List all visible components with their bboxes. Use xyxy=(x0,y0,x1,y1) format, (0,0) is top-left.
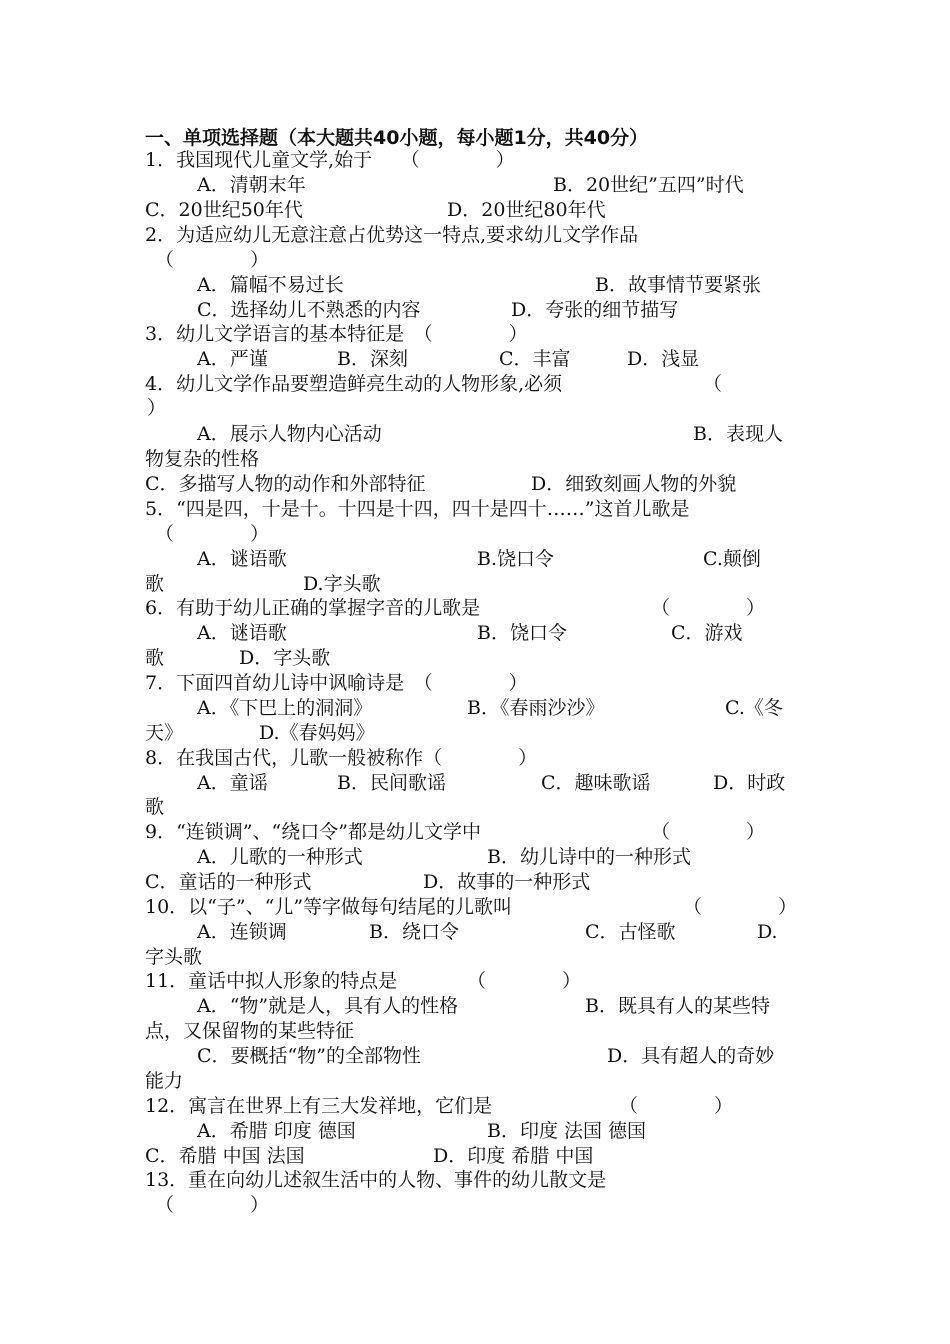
question-line: 歌 xyxy=(145,647,165,669)
question-line: C．多描写人物的动作和外部特征 xyxy=(145,473,426,495)
option-text: D．夸张的细节描写 xyxy=(511,299,679,321)
option-text: B.饶口令 xyxy=(477,548,555,570)
question-line: A．儿歌的一种形式 xyxy=(197,846,363,868)
option-text: D．20世纪80年代 xyxy=(447,199,606,221)
option-text: C．丰富 xyxy=(499,348,571,370)
question-line: （ ） xyxy=(155,249,270,271)
option-text: D．浅显 xyxy=(627,348,700,370)
option-text: D．细致刻画人物的外貌 xyxy=(531,473,737,495)
option-text: C．游戏 xyxy=(671,622,743,644)
option-text: D．印度 希腊 中国 xyxy=(433,1145,594,1167)
option-text: B．20世纪”五四”时代 xyxy=(553,174,744,196)
question-line: （ ） xyxy=(155,1194,270,1216)
question-line: 点，又保留物的某些特征 xyxy=(145,1020,355,1042)
question-line: 歌 xyxy=(145,796,165,818)
option-text: （ ） xyxy=(651,821,766,843)
question-line: 3．幼儿文学语言的基本特征是 （ ） xyxy=(145,323,528,345)
question-line: 歌 xyxy=(145,573,165,595)
option-text: B．幼儿诗中的一种形式 xyxy=(487,846,691,868)
option-text: B．绕口令 xyxy=(369,921,459,943)
section-title: 一、单项选择题（本大题共40小题，每小题1分，共40分） xyxy=(145,127,649,149)
question-line: A．谜语歌 xyxy=(197,548,287,570)
question-line: C．选择幼儿不熟悉的内容 xyxy=(197,299,421,321)
question-line: 7．下面四首幼儿诗中讽喻诗是 （ ） xyxy=(145,672,528,694)
question-line: 11．童话中拟人形象的特点是 xyxy=(145,970,398,992)
question-line: 1．我国现代儿童文学,始于 （ ） xyxy=(145,149,515,171)
question-line: 8．在我国古代，儿歌一般被称作（ ） xyxy=(145,747,538,769)
question-line: （ ） xyxy=(155,523,270,545)
option-text: D．时政 xyxy=(713,772,786,794)
question-line: 2．为适应幼儿无意注意占优势这一特点,要求幼儿文学作品 xyxy=(145,224,639,246)
question-line: A．严谨 xyxy=(197,348,268,370)
option-text: （ ） xyxy=(651,597,766,619)
question-line: 天》 xyxy=(145,722,184,744)
question-line: 5．“四是四，十是十。十四是十四，四十是四十……”这首儿歌是 xyxy=(145,498,690,520)
question-line: A．《下巴上的洞洞》 xyxy=(197,697,373,719)
question-line: A．谜语歌 xyxy=(197,622,287,644)
option-text: D．故事的一种形式 xyxy=(423,871,591,893)
option-text: D．具有超人的奇妙 xyxy=(607,1045,775,1067)
option-text: C．趣味歌谣 xyxy=(541,772,651,794)
question-line: A．展示人物内心活动 xyxy=(197,423,382,445)
question-line: A．清朝末年 xyxy=(197,174,306,196)
option-text: B．饶口令 xyxy=(477,622,567,644)
question-line: 13．重在向幼儿述叙生活中的人物、事件的幼儿散文是 xyxy=(145,1169,607,1191)
option-text: C.《冬 xyxy=(725,697,783,719)
question-line: ） xyxy=(147,397,167,419)
option-text: D.《春妈妈》 xyxy=(259,722,375,744)
question-line: 物复杂的性格 xyxy=(145,448,260,470)
question-line: C．希腊 中国 法国 xyxy=(145,1145,305,1167)
option-text: （ ） xyxy=(683,896,798,918)
question-line: A．篇幅不易过长 xyxy=(197,274,344,296)
option-text: C.颠倒 xyxy=(703,548,761,570)
question-line: A．连锁调 xyxy=(197,921,287,943)
option-text: B．表现人 xyxy=(693,423,783,445)
option-text: D．字头歌 xyxy=(239,647,331,669)
option-text: B．《春雨沙沙》 xyxy=(467,697,605,719)
option-text: （ ） xyxy=(467,970,582,992)
option-text: B．民间歌谣 xyxy=(337,772,446,794)
question-line: 10．以“子”、“儿”等字做每句结尾的儿歌叫 xyxy=(145,896,513,918)
question-line: 字头歌 xyxy=(145,946,203,968)
question-line: A．希腊 印度 德国 xyxy=(197,1120,356,1142)
question-line: C．童话的一种形式 xyxy=(145,871,312,893)
question-line: A．“物”就是人，具有人的性格 xyxy=(197,995,459,1017)
option-text: B．深刻 xyxy=(337,348,408,370)
option-text: B．印度 法国 德国 xyxy=(487,1120,647,1142)
option-text: （ xyxy=(703,373,723,395)
question-line: C．要概括“物”的全部物性 xyxy=(197,1045,421,1067)
question-line: 4．幼儿文学作品要塑造鲜亮生动的人物形象,必须 xyxy=(145,373,563,395)
option-text: B．既具有人的某些特 xyxy=(585,995,770,1017)
option-text: B．故事情节要紧张 xyxy=(595,274,761,296)
option-text: D. xyxy=(757,921,778,943)
question-line: C．20世纪50年代 xyxy=(145,199,303,221)
question-line: 9．“连锁调”、“绕口令”都是幼儿文学中 xyxy=(145,821,481,843)
option-text: （ ） xyxy=(619,1095,734,1117)
option-text: D.字头歌 xyxy=(303,573,381,595)
question-line: A．童谣 xyxy=(197,772,268,794)
question-line: 12．寓言在世界上有三大发祥地，它们是 xyxy=(145,1095,493,1117)
option-text: C．古怪歌 xyxy=(585,921,676,943)
question-line: 能力 xyxy=(145,1070,184,1092)
question-line: 6．有助于幼儿正确的掌握字音的儿歌是 xyxy=(145,597,481,619)
